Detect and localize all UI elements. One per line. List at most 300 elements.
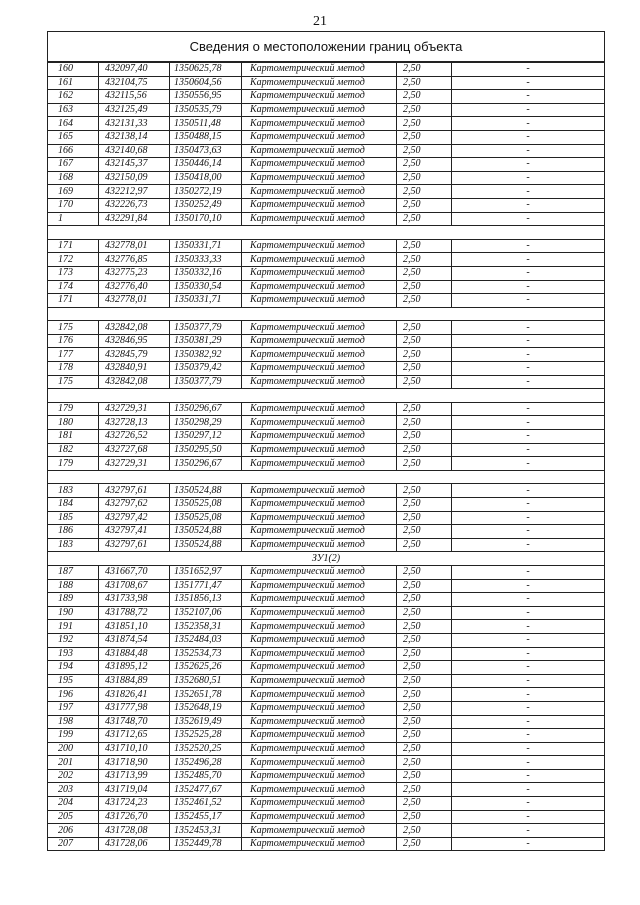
- table-row: [48, 661, 605, 675]
- description-cell: -: [452, 198, 605, 212]
- point-number-cell: 192: [48, 633, 99, 647]
- x-coordinate-cell: 432226,73: [99, 198, 170, 212]
- x-coordinate-cell: 432150,09: [99, 171, 170, 185]
- table-row: [48, 647, 605, 661]
- accuracy-cell: 2,50: [397, 633, 452, 647]
- description-cell: -: [452, 837, 605, 851]
- section-label-cell: ЗУ1(2): [48, 552, 605, 566]
- x-coordinate-cell: 432846,95: [99, 334, 170, 348]
- table-row: [48, 416, 605, 430]
- accuracy-cell: 2,50: [397, 430, 452, 444]
- x-coordinate-cell: 432729,31: [99, 402, 170, 416]
- x-coordinate-cell: 431884,89: [99, 674, 170, 688]
- description-cell: -: [452, 824, 605, 838]
- method-cell: Картометрический метод: [242, 63, 397, 77]
- table-row: [48, 362, 605, 376]
- y-coordinate-cell: 1352619,49: [170, 715, 242, 729]
- accuracy-cell: 2,50: [397, 348, 452, 362]
- x-coordinate-cell: 431895,12: [99, 661, 170, 675]
- method-cell: Картометрический метод: [242, 280, 397, 294]
- accuracy-cell: 2,50: [397, 266, 452, 280]
- method-cell: Картометрический метод: [242, 837, 397, 851]
- table-row: [48, 212, 605, 226]
- y-coordinate-cell: 1350296,67: [170, 402, 242, 416]
- description-cell: -: [452, 117, 605, 131]
- x-coordinate-cell: 432727,68: [99, 443, 170, 457]
- method-cell: Картометрический метод: [242, 538, 397, 552]
- block-separator-row: [48, 389, 605, 403]
- table-row: [48, 633, 605, 647]
- y-coordinate-cell: 1350332,16: [170, 266, 242, 280]
- y-coordinate-cell: 1352534,73: [170, 647, 242, 661]
- description-cell: -: [452, 63, 605, 77]
- y-coordinate-cell: 1350524,88: [170, 525, 242, 539]
- accuracy-cell: 2,50: [397, 810, 452, 824]
- accuracy-cell: 2,50: [397, 76, 452, 90]
- y-coordinate-cell: 1351771,47: [170, 579, 242, 593]
- section-label-cell: [48, 470, 605, 484]
- description-cell: -: [452, 171, 605, 185]
- point-number-cell: 168: [48, 171, 99, 185]
- description-cell: -: [452, 593, 605, 607]
- y-coordinate-cell: 1352484,03: [170, 633, 242, 647]
- accuracy-cell: 2,50: [397, 402, 452, 416]
- y-coordinate-cell: 1352358,31: [170, 620, 242, 634]
- block-separator-row: [48, 552, 605, 566]
- y-coordinate-cell: 1350170,10: [170, 212, 242, 226]
- y-coordinate-cell: 1350272,19: [170, 185, 242, 199]
- table-row: [48, 430, 605, 444]
- point-number-cell: 174: [48, 280, 99, 294]
- description-cell: -: [452, 810, 605, 824]
- table-row: [48, 593, 605, 607]
- x-coordinate-cell: 432797,61: [99, 538, 170, 552]
- method-cell: Картометрический метод: [242, 701, 397, 715]
- x-coordinate-cell: 432097,40: [99, 63, 170, 77]
- method-cell: Картометрический метод: [242, 266, 397, 280]
- method-cell: Картометрический метод: [242, 130, 397, 144]
- accuracy-cell: 2,50: [397, 742, 452, 756]
- table-row: [48, 294, 605, 308]
- point-number-cell: 167: [48, 158, 99, 172]
- point-number-cell: 171: [48, 239, 99, 253]
- y-coordinate-cell: 1350377,79: [170, 375, 242, 389]
- accuracy-cell: 2,50: [397, 579, 452, 593]
- method-cell: Картометрический метод: [242, 253, 397, 267]
- x-coordinate-cell: 431777,98: [99, 701, 170, 715]
- point-number-cell: 161: [48, 76, 99, 90]
- y-coordinate-cell: 1352651,78: [170, 688, 242, 702]
- x-coordinate-cell: 431874,54: [99, 633, 170, 647]
- y-coordinate-cell: 1352461,52: [170, 797, 242, 811]
- point-number-cell: 194: [48, 661, 99, 675]
- description-cell: -: [452, 688, 605, 702]
- method-cell: Картометрический метод: [242, 769, 397, 783]
- y-coordinate-cell: 1350379,42: [170, 362, 242, 376]
- accuracy-cell: 2,50: [397, 511, 452, 525]
- table-row: [48, 837, 605, 851]
- x-coordinate-cell: 431726,70: [99, 810, 170, 824]
- point-number-cell: 163: [48, 103, 99, 117]
- point-number-cell: 190: [48, 606, 99, 620]
- method-cell: Картометрический метод: [242, 756, 397, 770]
- y-coordinate-cell: 1350252,49: [170, 198, 242, 212]
- x-coordinate-cell: 431826,41: [99, 688, 170, 702]
- accuracy-cell: 2,50: [397, 797, 452, 811]
- description-cell: -: [452, 797, 605, 811]
- method-cell: Картометрический метод: [242, 824, 397, 838]
- description-cell: -: [452, 674, 605, 688]
- table-row: [48, 688, 605, 702]
- description-cell: -: [452, 103, 605, 117]
- description-cell: -: [452, 647, 605, 661]
- method-cell: Картометрический метод: [242, 484, 397, 498]
- accuracy-cell: 2,50: [397, 688, 452, 702]
- point-number-cell: 198: [48, 715, 99, 729]
- x-coordinate-cell: 431710,10: [99, 742, 170, 756]
- point-number-cell: 180: [48, 416, 99, 430]
- accuracy-cell: 2,50: [397, 130, 452, 144]
- y-coordinate-cell: 1350297,12: [170, 430, 242, 444]
- point-number-cell: 1: [48, 212, 99, 226]
- accuracy-cell: 2,50: [397, 565, 452, 579]
- point-number-cell: 170: [48, 198, 99, 212]
- x-coordinate-cell: 431851,10: [99, 620, 170, 634]
- table-row: [48, 171, 605, 185]
- point-number-cell: 188: [48, 579, 99, 593]
- accuracy-cell: 2,50: [397, 538, 452, 552]
- method-cell: Картометрический метод: [242, 348, 397, 362]
- x-coordinate-cell: 432842,08: [99, 375, 170, 389]
- description-cell: -: [452, 212, 605, 226]
- table-row: [48, 769, 605, 783]
- point-number-cell: 205: [48, 810, 99, 824]
- description-cell: -: [452, 701, 605, 715]
- method-cell: Картометрический метод: [242, 511, 397, 525]
- table-row: [48, 443, 605, 457]
- accuracy-cell: 2,50: [397, 198, 452, 212]
- description-cell: -: [452, 498, 605, 512]
- accuracy-cell: 2,50: [397, 837, 452, 851]
- y-coordinate-cell: 1352477,67: [170, 783, 242, 797]
- table-row: [48, 185, 605, 199]
- coordinates-table: [47, 62, 605, 851]
- accuracy-cell: 2,50: [397, 647, 452, 661]
- description-cell: -: [452, 321, 605, 335]
- method-cell: Картометрический метод: [242, 620, 397, 634]
- description-cell: -: [452, 90, 605, 104]
- method-cell: Картометрический метод: [242, 565, 397, 579]
- block-separator-row: [48, 470, 605, 484]
- point-number-cell: 185: [48, 511, 99, 525]
- y-coordinate-cell: 1352453,31: [170, 824, 242, 838]
- method-cell: Картометрический метод: [242, 810, 397, 824]
- description-cell: -: [452, 158, 605, 172]
- y-coordinate-cell: 1350625,78: [170, 63, 242, 77]
- description-cell: -: [452, 729, 605, 743]
- point-number-cell: 193: [48, 647, 99, 661]
- table-row: [48, 511, 605, 525]
- x-coordinate-cell: 431748,70: [99, 715, 170, 729]
- point-number-cell: 201: [48, 756, 99, 770]
- table-row: [48, 742, 605, 756]
- y-coordinate-cell: 1352496,28: [170, 756, 242, 770]
- x-coordinate-cell: 432138,14: [99, 130, 170, 144]
- method-cell: Картометрический метод: [242, 334, 397, 348]
- x-coordinate-cell: 432778,01: [99, 239, 170, 253]
- y-coordinate-cell: 1350295,50: [170, 443, 242, 457]
- x-coordinate-cell: 432845,79: [99, 348, 170, 362]
- point-number-cell: 173: [48, 266, 99, 280]
- y-coordinate-cell: 1350296,67: [170, 457, 242, 471]
- point-number-cell: 204: [48, 797, 99, 811]
- method-cell: Картометрический метод: [242, 783, 397, 797]
- description-cell: -: [452, 565, 605, 579]
- description-cell: -: [452, 348, 605, 362]
- accuracy-cell: 2,50: [397, 769, 452, 783]
- accuracy-cell: 2,50: [397, 729, 452, 743]
- point-number-cell: 162: [48, 90, 99, 104]
- table-row: [48, 253, 605, 267]
- description-cell: -: [452, 416, 605, 430]
- accuracy-cell: 2,50: [397, 334, 452, 348]
- accuracy-cell: 2,50: [397, 171, 452, 185]
- description-cell: -: [452, 620, 605, 634]
- table-row: [48, 130, 605, 144]
- method-cell: Картометрический метод: [242, 117, 397, 131]
- x-coordinate-cell: 432291,84: [99, 212, 170, 226]
- description-cell: -: [452, 525, 605, 539]
- accuracy-cell: 2,50: [397, 674, 452, 688]
- method-cell: Картометрический метод: [242, 294, 397, 308]
- method-cell: Картометрический метод: [242, 402, 397, 416]
- accuracy-cell: 2,50: [397, 294, 452, 308]
- y-coordinate-cell: 1351856,13: [170, 593, 242, 607]
- description-cell: -: [452, 579, 605, 593]
- accuracy-cell: 2,50: [397, 239, 452, 253]
- table-row: [48, 797, 605, 811]
- description-cell: -: [452, 443, 605, 457]
- method-cell: Картометрический метод: [242, 498, 397, 512]
- x-coordinate-cell: 431667,70: [99, 565, 170, 579]
- accuracy-cell: 2,50: [397, 158, 452, 172]
- point-number-cell: 179: [48, 457, 99, 471]
- description-cell: -: [452, 756, 605, 770]
- method-cell: Картометрический метод: [242, 144, 397, 158]
- x-coordinate-cell: 432797,42: [99, 511, 170, 525]
- accuracy-cell: 2,50: [397, 103, 452, 117]
- y-coordinate-cell: 1350488,15: [170, 130, 242, 144]
- description-cell: -: [452, 538, 605, 552]
- y-coordinate-cell: 1352680,51: [170, 674, 242, 688]
- accuracy-cell: 2,50: [397, 253, 452, 267]
- description-cell: -: [452, 144, 605, 158]
- description-cell: -: [452, 633, 605, 647]
- method-cell: Картометрический метод: [242, 729, 397, 743]
- x-coordinate-cell: 432145,37: [99, 158, 170, 172]
- block-separator-row: [48, 307, 605, 321]
- description-cell: -: [452, 783, 605, 797]
- description-cell: -: [452, 185, 605, 199]
- y-coordinate-cell: 1350381,29: [170, 334, 242, 348]
- method-cell: Картометрический метод: [242, 212, 397, 226]
- method-cell: Картометрический метод: [242, 593, 397, 607]
- table-row: [48, 63, 605, 77]
- table-row: [48, 565, 605, 579]
- section-label-cell: [48, 307, 605, 321]
- method-cell: Картометрический метод: [242, 457, 397, 471]
- x-coordinate-cell: 432728,13: [99, 416, 170, 430]
- table-row: [48, 498, 605, 512]
- table-row: [48, 715, 605, 729]
- method-cell: Картометрический метод: [242, 239, 397, 253]
- method-cell: Картометрический метод: [242, 661, 397, 675]
- point-number-cell: 191: [48, 620, 99, 634]
- description-cell: -: [452, 239, 605, 253]
- table-row: [48, 674, 605, 688]
- accuracy-cell: 2,50: [397, 756, 452, 770]
- point-number-cell: 207: [48, 837, 99, 851]
- accuracy-cell: 2,50: [397, 90, 452, 104]
- accuracy-cell: 2,50: [397, 443, 452, 457]
- point-number-cell: 183: [48, 538, 99, 552]
- y-coordinate-cell: 1352625,26: [170, 661, 242, 675]
- y-coordinate-cell: 1350333,33: [170, 253, 242, 267]
- x-coordinate-cell: 432775,23: [99, 266, 170, 280]
- y-coordinate-cell: 1350525,08: [170, 511, 242, 525]
- accuracy-cell: 2,50: [397, 457, 452, 471]
- x-coordinate-cell: 432797,61: [99, 484, 170, 498]
- y-coordinate-cell: 1352525,28: [170, 729, 242, 743]
- x-coordinate-cell: 431713,99: [99, 769, 170, 783]
- x-coordinate-cell: 432104,75: [99, 76, 170, 90]
- table-row: [48, 457, 605, 471]
- accuracy-cell: 2,50: [397, 185, 452, 199]
- accuracy-cell: 2,50: [397, 620, 452, 634]
- point-number-cell: 187: [48, 565, 99, 579]
- point-number-cell: 184: [48, 498, 99, 512]
- table-row: [48, 334, 605, 348]
- description-cell: -: [452, 280, 605, 294]
- point-number-cell: 200: [48, 742, 99, 756]
- accuracy-cell: 2,50: [397, 525, 452, 539]
- description-cell: -: [452, 769, 605, 783]
- coordinates-table-body: [48, 63, 605, 851]
- x-coordinate-cell: 431884,48: [99, 647, 170, 661]
- y-coordinate-cell: 1351652,97: [170, 565, 242, 579]
- y-coordinate-cell: 1350556,95: [170, 90, 242, 104]
- x-coordinate-cell: 431728,08: [99, 824, 170, 838]
- method-cell: Картометрический метод: [242, 674, 397, 688]
- method-cell: Картометрический метод: [242, 715, 397, 729]
- method-cell: Картометрический метод: [242, 158, 397, 172]
- accuracy-cell: 2,50: [397, 321, 452, 335]
- table-row: [48, 158, 605, 172]
- method-cell: Картометрический метод: [242, 362, 397, 376]
- y-coordinate-cell: 1352107,06: [170, 606, 242, 620]
- y-coordinate-cell: 1350298,29: [170, 416, 242, 430]
- x-coordinate-cell: 432797,62: [99, 498, 170, 512]
- description-cell: -: [452, 76, 605, 90]
- table-row: [48, 198, 605, 212]
- method-cell: Картометрический метод: [242, 742, 397, 756]
- table-row: [48, 321, 605, 335]
- point-number-cell: 175: [48, 321, 99, 335]
- accuracy-cell: 2,50: [397, 144, 452, 158]
- y-coordinate-cell: 1350446,14: [170, 158, 242, 172]
- y-coordinate-cell: 1350473,63: [170, 144, 242, 158]
- y-coordinate-cell: 1350535,79: [170, 103, 242, 117]
- y-coordinate-cell: 1350524,88: [170, 538, 242, 552]
- accuracy-cell: 2,50: [397, 416, 452, 430]
- table-row: [48, 266, 605, 280]
- accuracy-cell: 2,50: [397, 606, 452, 620]
- y-coordinate-cell: 1350331,71: [170, 294, 242, 308]
- x-coordinate-cell: 431724,23: [99, 797, 170, 811]
- accuracy-cell: 2,50: [397, 661, 452, 675]
- accuracy-cell: 2,50: [397, 498, 452, 512]
- method-cell: Картометрический метод: [242, 647, 397, 661]
- accuracy-cell: 2,50: [397, 701, 452, 715]
- x-coordinate-cell: 432726,52: [99, 430, 170, 444]
- point-number-cell: 206: [48, 824, 99, 838]
- method-cell: Картометрический метод: [242, 416, 397, 430]
- x-coordinate-cell: 431788,72: [99, 606, 170, 620]
- x-coordinate-cell: 432797,41: [99, 525, 170, 539]
- method-cell: Картометрический метод: [242, 633, 397, 647]
- point-number-cell: 175: [48, 375, 99, 389]
- description-cell: -: [452, 661, 605, 675]
- point-number-cell: 196: [48, 688, 99, 702]
- point-number-cell: 176: [48, 334, 99, 348]
- point-number-cell: 181: [48, 430, 99, 444]
- y-coordinate-cell: 1350377,79: [170, 321, 242, 335]
- x-coordinate-cell: 432212,97: [99, 185, 170, 199]
- description-cell: -: [452, 266, 605, 280]
- table-row: [48, 117, 605, 131]
- description-cell: -: [452, 484, 605, 498]
- point-number-cell: 172: [48, 253, 99, 267]
- table-row: [48, 280, 605, 294]
- point-number-cell: 164: [48, 117, 99, 131]
- section-label-cell: [48, 389, 605, 403]
- method-cell: Картометрический метод: [242, 185, 397, 199]
- point-number-cell: 171: [48, 294, 99, 308]
- table-row: [48, 76, 605, 90]
- y-coordinate-cell: 1352449,78: [170, 837, 242, 851]
- description-cell: -: [452, 402, 605, 416]
- accuracy-cell: 2,50: [397, 824, 452, 838]
- table-row: [48, 824, 605, 838]
- section-label-cell: [48, 226, 605, 240]
- accuracy-cell: 2,50: [397, 484, 452, 498]
- x-coordinate-cell: 431733,98: [99, 593, 170, 607]
- table-row: [48, 90, 605, 104]
- point-number-cell: 178: [48, 362, 99, 376]
- method-cell: Картометрический метод: [242, 90, 397, 104]
- x-coordinate-cell: 432131,33: [99, 117, 170, 131]
- description-cell: -: [452, 430, 605, 444]
- y-coordinate-cell: 1350330,54: [170, 280, 242, 294]
- accuracy-cell: 2,50: [397, 375, 452, 389]
- x-coordinate-cell: 432840,91: [99, 362, 170, 376]
- description-cell: -: [452, 253, 605, 267]
- description-cell: -: [452, 511, 605, 525]
- x-coordinate-cell: 432115,56: [99, 90, 170, 104]
- y-coordinate-cell: 1352485,70: [170, 769, 242, 783]
- x-coordinate-cell: 432776,85: [99, 253, 170, 267]
- point-number-cell: 195: [48, 674, 99, 688]
